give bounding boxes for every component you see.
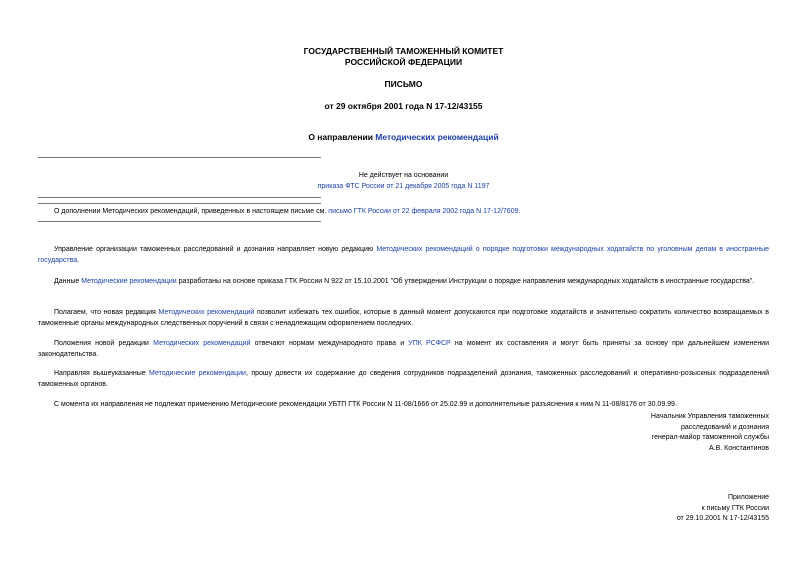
paragraph-5 bbox=[38, 369, 769, 390]
paragraph-1 bbox=[38, 245, 769, 266]
divider bbox=[38, 157, 321, 158]
p1-text: Управление организации таможенных расследований и дознания направляет новую редакцию bbox=[54, 246, 377, 253]
title-prefix: О направлении bbox=[308, 132, 376, 142]
signature-rank: генерал-майор таможенной службы bbox=[651, 434, 769, 441]
divider bbox=[38, 203, 321, 204]
p3-text-b: позволит избежать тех ошибок, которые в данный момент допускаются при подготовке ходатайств и значительно сократить количество возвращаемых в таможенные органы международных следственных поручений в связи с ненадлежащим оформлением последних. bbox=[38, 309, 769, 327]
p3-text-a: Полагаем, что новая редакция bbox=[54, 309, 159, 316]
p5-link[interactable]: Методические рекомендации bbox=[149, 370, 246, 377]
p4-text-b: отвечают нормам международного права и bbox=[250, 340, 409, 347]
document-type: ПИСЬМО bbox=[384, 79, 423, 89]
p1-end: . bbox=[77, 256, 80, 264]
p5-text-a: Направляя вышеуказанные bbox=[54, 370, 150, 377]
note-link[interactable]: письмо ГТК России от 22 февраля 2002 года N 17-12/7609 bbox=[328, 208, 519, 215]
p4-text-c: на момент их составления и могут быть приняты за основу при дальнейшем изменении законодательства. bbox=[38, 340, 769, 358]
paragraph-2 bbox=[38, 277, 769, 288]
p4-link-recommendations[interactable]: Методических рекомендаций bbox=[153, 340, 251, 347]
signature-name: А.В. Константинов bbox=[709, 444, 769, 452]
p1-link[interactable]: Методических рекомендаций о порядке подготовки международных ходатайств по уголовным делам в иностранные государства bbox=[38, 246, 770, 264]
p4-link-upk[interactable]: УПК РСФСР bbox=[408, 340, 451, 347]
p2-text-b: разработаны на основе приказа ГТК России N 922 от 15.10.2001 "Об утверждении Инструкции о порядке направления международных ходатайств в иностранные государства". bbox=[176, 278, 755, 285]
status-notice bbox=[0, 170, 807, 192]
appendix-block bbox=[677, 493, 769, 525]
p4-text-a: Положения новой редакции bbox=[54, 340, 154, 347]
agency-name-line2: РОССИЙСКОЙ ФЕДЕРАЦИИ bbox=[344, 57, 463, 67]
p5-text-b: , прошу довести их содержание до сведения сотрудников подразделений дознания, таможенных расследований и оперативно-розыскных подразделений таможенных органов. bbox=[38, 370, 770, 388]
paragraph-3 bbox=[38, 308, 769, 329]
signature-position: Начальник Управления таможенных bbox=[650, 413, 769, 420]
note-end: . bbox=[518, 208, 521, 215]
status-link[interactable]: приказа ФТС России от 21 декабря 2005 года N 1197 bbox=[317, 183, 490, 190]
agency-name-line1: ГОСУДАРСТВЕННЫЙ ТАМОЖЕННЫЙ КОМИТЕТ bbox=[303, 46, 504, 56]
appendix-date: от 29.10.2001 N 17-12/43155 bbox=[676, 515, 769, 522]
amendment-note bbox=[54, 207, 520, 217]
signature-department: расследований и дознания bbox=[680, 423, 769, 431]
note-text: О дополнении Методических рекомендаций, приведенных в настоящем письме см. bbox=[54, 208, 329, 215]
document-date-number: от 29 октября 2001 года N 17-12/43155 bbox=[324, 101, 483, 111]
title-link[interactable]: Методических рекомендаций bbox=[375, 132, 499, 142]
paragraph-4 bbox=[38, 339, 769, 360]
p2-link[interactable]: Методические рекомендации bbox=[81, 278, 177, 285]
status-text: Не действует на основании bbox=[358, 172, 449, 179]
divider bbox=[38, 221, 321, 222]
document-title bbox=[0, 132, 807, 143]
paragraph-6: С момента их направления не подлежат применению Методические рекомендации УБТП ГТК России N 11-08/1666 от 25.02.99 и дополнительные разъяснения к ним N 11-08/8176 от 30.09.99. bbox=[54, 401, 677, 408]
appendix-reference: к письму ГТК России bbox=[701, 504, 769, 512]
appendix-title: Приложение bbox=[727, 494, 769, 501]
p3-link[interactable]: Методических рекомендаций bbox=[158, 309, 255, 316]
p2-text-a: Данные bbox=[54, 278, 82, 285]
signature-block bbox=[651, 412, 769, 454]
divider bbox=[38, 197, 321, 198]
